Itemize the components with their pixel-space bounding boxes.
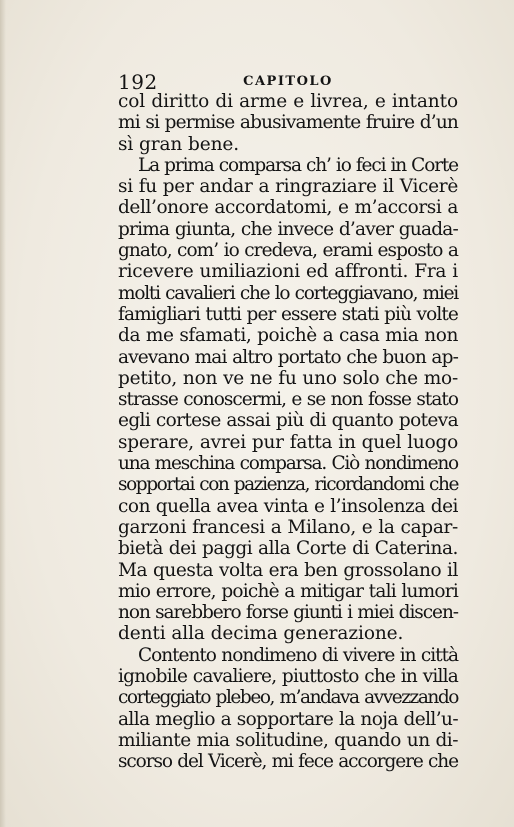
text-line: scorso del Vicerè, mi fece accorgere che [118, 751, 458, 773]
text-line: miliante mia solitudine, quando un di- [118, 729, 458, 751]
text-line: strasse conoscermi, e se non fosse stato [118, 389, 458, 411]
text-line: una meschina comparsa. Ciò nondimeno [118, 453, 458, 475]
text-line: denti alla decima generazione. [118, 623, 404, 645]
page-edge-shadow [0, 0, 6, 827]
text-line: non sarebbero forse giunti i miei discen- [118, 602, 458, 624]
chapter-heading: CAPITOLO [243, 74, 333, 89]
text-line: ricevere umiliazioni ed affronti. Fra i [118, 261, 458, 283]
text-line: mi si permise abusivamente fruire d’un [118, 112, 458, 134]
page-number: 192 [118, 70, 158, 94]
text-line: molti cavalieri che lo corteggiavano, miei [118, 282, 458, 304]
text-line: con quella avea vinta e l’insolenza dei [118, 495, 458, 517]
text-line: La prima comparsa ch’ io feci in Corte [138, 154, 458, 176]
text-line: Contento nondimeno di vivere in città [138, 644, 458, 666]
text-line: sperare, avrei pur fatta in quel luogo [118, 431, 458, 453]
text-line: avevano mai altro portato che buon ap- [118, 346, 458, 368]
body-text [118, 91, 458, 773]
text-line: prima giunta, che invece d’aver guada- [118, 218, 458, 240]
text-line: egli cortese assai più di quanto poteva [118, 410, 458, 432]
text-line: corteggiato plebeo, m’andava avvezzando [118, 687, 458, 709]
text-line: garzoni francesi a Milano, e la capar- [118, 516, 458, 538]
text-line: mio errore, poichè a mitigar tali lumori [118, 580, 458, 602]
text-line: alla meglio a sopportare la noja dell’u- [118, 708, 458, 730]
text-line: gnato, com’ io credeva, erami esposto a [118, 240, 458, 262]
text-line: Ma questa volta era ben grossolano il [118, 559, 458, 581]
text-line: famigliari tutti per essere stati più volte [118, 303, 458, 325]
text-line: petito, non ve ne fu uno solo che mo- [118, 367, 458, 389]
text-line: da me sfamati, poichè a casa mia non [118, 325, 458, 347]
text-line: sì gran bene. [118, 133, 240, 155]
text-line: col diritto di arme e livrea, e intanto [118, 91, 458, 112]
text-line: si fu per andar a ringraziare il Vicerè [118, 176, 458, 198]
text-line: dell’onore accordatomi, e m’accorsi a [118, 197, 458, 219]
text-line: sopportai con pazienza, ricordandomi che [118, 474, 458, 496]
text-line: bietà dei paggi alla Corte di Caterina. [118, 538, 458, 560]
text-line: ignobile cavaliere, piuttosto che in villa [118, 666, 458, 688]
